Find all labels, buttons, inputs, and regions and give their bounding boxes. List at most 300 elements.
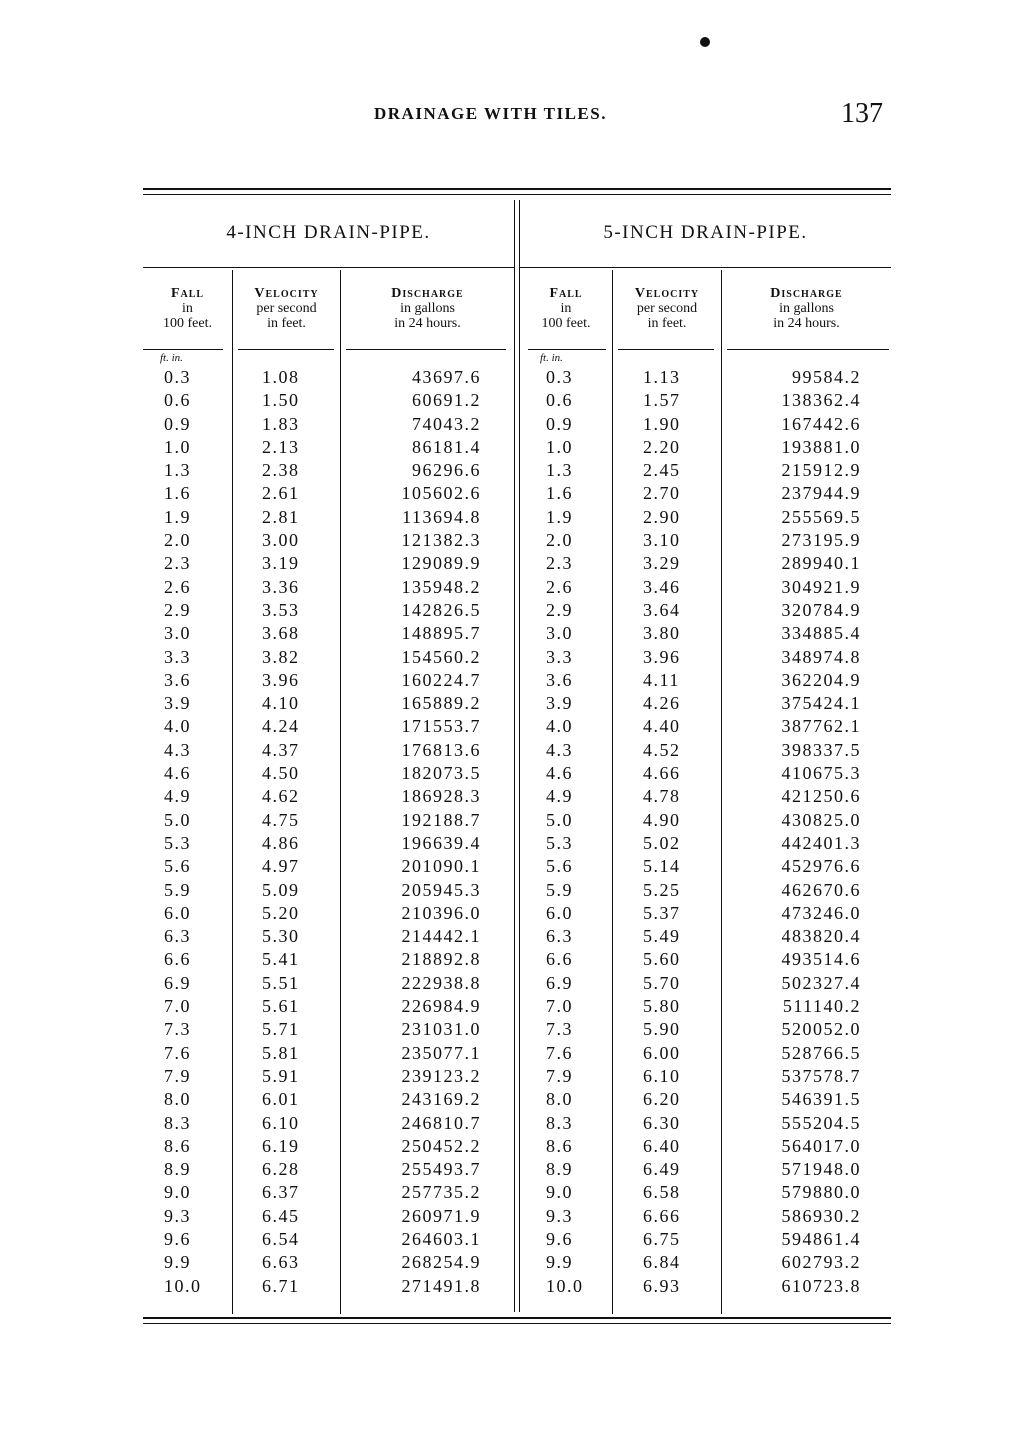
cell-fall-5in: 10.0 (546, 1275, 584, 1296)
cell-velocity-4in: 4.97 (262, 856, 300, 877)
cell-fall-5in: 1.0 (546, 436, 573, 457)
cell-fall-4in: 1.3 (164, 460, 191, 481)
table-row (0, 716, 1029, 739)
cell-fall-4in: 5.6 (164, 856, 191, 877)
left-header-fall-l2: in (182, 301, 193, 316)
cell-fall-5in: 9.3 (546, 1205, 573, 1226)
cell-fall-5in: 3.6 (546, 669, 573, 690)
left-header-fall-l1: Fall (170, 286, 205, 301)
cell-discharge-4in: 231031.0 (401, 1019, 481, 1040)
left-header-fall (143, 286, 232, 331)
cell-fall-4in: 2.9 (164, 599, 191, 620)
cell-velocity-4in: 4.62 (262, 786, 300, 807)
cell-discharge-5in: 362204.9 (781, 669, 861, 690)
cell-fall-5in: 8.3 (546, 1112, 573, 1133)
cell-fall-5in: 9.9 (546, 1252, 573, 1273)
cell-velocity-5in: 5.37 (643, 902, 681, 923)
cell-velocity-5in: 6.40 (643, 1135, 681, 1156)
table-row (0, 390, 1029, 413)
cell-velocity-4in: 1.83 (262, 413, 300, 434)
cell-discharge-5in: 520052.0 (781, 1019, 861, 1040)
cell-fall-5in: 5.6 (546, 856, 573, 877)
cell-discharge-4in: 201090.1 (401, 856, 481, 877)
right-header-velocity-l1: Velocity (634, 286, 700, 301)
left-header-velocity-l1: Velocity (254, 286, 319, 301)
cell-discharge-4in: 43697.6 (412, 367, 481, 387)
cell-discharge-4in: 192188.7 (401, 809, 481, 830)
cell-velocity-5in: 6.75 (643, 1228, 681, 1249)
cell-fall-4in: 1.6 (164, 483, 191, 504)
cell-fall-4in: 1.0 (164, 436, 191, 457)
table-row (0, 1159, 1029, 1182)
cell-velocity-5in: 2.90 (643, 506, 681, 527)
left-header-velocity-l2: per second (256, 301, 317, 316)
cell-velocity-4in: 6.28 (262, 1159, 300, 1180)
cell-discharge-4in: 210396.0 (401, 902, 481, 923)
right-velocity-rule (618, 349, 714, 350)
table-row (0, 880, 1029, 903)
cell-discharge-4in: 96296.6 (412, 460, 481, 481)
cell-fall-4in: 10.0 (164, 1275, 202, 1296)
cell-fall-5in: 8.6 (546, 1135, 573, 1156)
cell-fall-4in: 6.6 (164, 949, 191, 970)
right-fall-rule (528, 349, 606, 350)
cell-discharge-5in: 502327.4 (781, 972, 861, 993)
cell-fall-4in: 3.3 (164, 646, 191, 667)
cell-fall-4in: 8.9 (164, 1159, 191, 1180)
cell-velocity-5in: 1.57 (643, 390, 681, 411)
cell-fall-4in: 7.3 (164, 1019, 191, 1040)
cell-fall-4in: 5.9 (164, 879, 191, 900)
left-header-velocity (233, 286, 340, 331)
cell-discharge-4in: 182073.5 (401, 763, 481, 784)
left-header-discharge-l1: Discharge (391, 286, 464, 301)
cell-fall-5in: 3.0 (546, 623, 573, 644)
cell-velocity-5in: 3.64 (643, 599, 681, 620)
cell-fall-4in: 6.0 (164, 902, 191, 923)
bottom-rule-thin (143, 1323, 891, 1324)
table-row (0, 763, 1029, 786)
table-row (0, 693, 1029, 716)
cell-velocity-4in: 6.71 (262, 1275, 300, 1296)
table-row (0, 740, 1029, 763)
cell-discharge-5in: 410675.3 (781, 763, 861, 784)
cell-discharge-4in: 205945.3 (401, 879, 481, 900)
cell-velocity-5in: 5.60 (643, 949, 681, 970)
table-row (0, 1066, 1029, 1089)
table-row (0, 926, 1029, 949)
left-velocity-rule (238, 349, 334, 350)
cell-fall-4in: 3.0 (164, 623, 191, 644)
cell-fall-5in: 6.3 (546, 926, 573, 947)
cell-fall-4in: 8.3 (164, 1112, 191, 1133)
cell-velocity-5in: 5.02 (643, 832, 681, 853)
cell-velocity-4in: 2.81 (262, 506, 300, 527)
cell-velocity-4in: 6.37 (262, 1182, 300, 1203)
cell-discharge-4in: 226984.9 (401, 996, 481, 1017)
cell-velocity-4in: 3.53 (262, 599, 300, 620)
cell-velocity-5in: 6.84 (643, 1252, 681, 1273)
cell-discharge-4in: 142826.5 (401, 599, 481, 620)
cell-discharge-4in: 235077.1 (401, 1042, 481, 1063)
left-header-velocity-l3: in feet. (267, 316, 306, 331)
cell-discharge-5in: 348974.8 (781, 646, 861, 667)
cell-velocity-4in: 5.81 (262, 1042, 300, 1063)
table-row (0, 1182, 1029, 1205)
cell-velocity-5in: 6.20 (643, 1089, 681, 1110)
cell-discharge-5in: 430825.0 (781, 809, 861, 830)
cell-discharge-5in: 421250.6 (781, 786, 861, 807)
cell-discharge-5in: 452976.6 (781, 856, 861, 877)
cell-velocity-4in: 4.37 (262, 739, 300, 760)
cell-velocity-4in: 5.61 (262, 996, 300, 1017)
table-row (0, 949, 1029, 972)
cell-discharge-5in: 237944.9 (781, 483, 861, 504)
cell-fall-4in: 9.9 (164, 1252, 191, 1273)
cell-velocity-4in: 5.91 (262, 1065, 300, 1086)
cell-fall-5in: 7.3 (546, 1019, 573, 1040)
cell-velocity-4in: 5.20 (262, 902, 300, 923)
cell-discharge-4in: 214442.1 (401, 926, 481, 947)
cell-velocity-5in: 6.10 (643, 1065, 681, 1086)
cell-velocity-5in: 5.25 (643, 879, 681, 900)
left-header-discharge-l2: in gallons (400, 301, 455, 316)
cell-fall-5in: 2.6 (546, 576, 573, 597)
cell-fall-5in: 4.6 (546, 763, 573, 784)
table-row (0, 810, 1029, 833)
cell-velocity-5in: 2.70 (643, 483, 681, 504)
cell-fall-4in: 4.3 (164, 739, 191, 760)
cell-velocity-4in: 3.19 (262, 553, 300, 574)
cell-velocity-5in: 3.29 (643, 553, 681, 574)
right-title-rule (520, 267, 891, 268)
cell-velocity-4in: 5.71 (262, 1019, 300, 1040)
table-row (0, 903, 1029, 926)
cell-discharge-5in: 289940.1 (781, 553, 861, 574)
table-row (0, 786, 1029, 809)
cell-discharge-4in: 86181.4 (412, 436, 481, 457)
cell-velocity-5in: 2.20 (643, 436, 681, 457)
right-header-velocity-l2: per second (636, 301, 698, 316)
table-row (0, 856, 1029, 879)
cell-velocity-5in: 6.00 (643, 1042, 681, 1063)
table-row (0, 530, 1029, 553)
cell-fall-5in: 6.6 (546, 949, 573, 970)
cell-fall-5in: 4.0 (546, 716, 573, 737)
cell-velocity-4in: 5.09 (262, 879, 300, 900)
cell-velocity-5in: 5.14 (643, 856, 681, 877)
table-row (0, 973, 1029, 996)
cell-velocity-4in: 4.50 (262, 763, 300, 784)
left-panel-title: 4-INCH DRAIN-PIPE. (226, 222, 431, 243)
cell-velocity-4in: 2.61 (262, 483, 300, 504)
cell-velocity-4in: 4.24 (262, 716, 300, 737)
right-panel-title: 5-INCH DRAIN-PIPE. (603, 222, 808, 243)
left-fall-rule (143, 349, 223, 350)
cell-discharge-4in: 243169.2 (401, 1089, 481, 1110)
cell-discharge-4in: 246810.7 (401, 1112, 481, 1133)
cell-fall-5in: 1.3 (546, 460, 573, 481)
cell-velocity-5in: 3.80 (643, 623, 681, 644)
cell-velocity-4in: 6.10 (262, 1112, 300, 1133)
cell-velocity-4in: 1.50 (262, 390, 300, 411)
cell-discharge-5in: 602793.2 (781, 1252, 861, 1273)
cell-discharge-5in: 537578.7 (781, 1065, 861, 1086)
cell-velocity-4in: 3.68 (262, 623, 300, 644)
cell-discharge-5in: 193881.0 (781, 436, 861, 457)
table-row (0, 460, 1029, 483)
cell-fall-5in: 4.9 (546, 786, 573, 807)
top-rule (143, 188, 891, 190)
cell-fall-4in: 4.0 (164, 716, 191, 737)
cell-discharge-5in: 594861.4 (781, 1228, 861, 1249)
right-header-fall-l2: in (560, 301, 572, 316)
cell-velocity-5in: 6.93 (643, 1275, 681, 1296)
table-row (0, 437, 1029, 460)
cell-discharge-5in: 579880.0 (781, 1182, 861, 1203)
cell-fall-4in: 6.9 (164, 972, 191, 993)
cell-discharge-4in: 268254.9 (401, 1252, 481, 1273)
cell-fall-5in: 6.0 (546, 902, 573, 923)
cell-fall-4in: 7.6 (164, 1042, 191, 1063)
cell-velocity-5in: 4.26 (643, 693, 681, 714)
cell-fall-4in: 2.6 (164, 576, 191, 597)
table-row (0, 1252, 1029, 1275)
cell-discharge-4in: 154560.2 (401, 646, 481, 667)
cell-fall-4in: 4.9 (164, 786, 191, 807)
table-row (0, 1276, 1029, 1299)
cell-discharge-5in: 586930.2 (781, 1205, 861, 1226)
cell-discharge-4in: 257735.2 (401, 1182, 481, 1203)
running-header (0, 100, 1029, 130)
table-row (0, 623, 1029, 646)
cell-velocity-4in: 2.38 (262, 460, 300, 481)
cell-velocity-5in: 3.10 (643, 530, 681, 551)
table-row (0, 600, 1029, 623)
cell-velocity-5in: 5.49 (643, 926, 681, 947)
left-header-discharge-l3: in 24 hours. (394, 316, 461, 331)
cell-velocity-5in: 3.46 (643, 576, 681, 597)
cell-discharge-4in: 60691.2 (412, 390, 481, 411)
cell-fall-4in: 9.6 (164, 1228, 191, 1249)
cell-discharge-4in: 271491.8 (401, 1275, 481, 1296)
page-mark-dot (700, 37, 710, 47)
left-header-fall-l3: 100 feet. (163, 316, 212, 331)
cell-fall-5in: 3.3 (546, 646, 573, 667)
cell-fall-5in: 7.0 (546, 996, 573, 1017)
cell-fall-4in: 3.6 (164, 669, 191, 690)
cell-discharge-5in: 215912.9 (781, 460, 861, 481)
cell-discharge-4in: 74043.2 (412, 413, 481, 434)
running-title: DRAINAGE WITH TILES. (374, 104, 607, 123)
table-row (0, 996, 1029, 1019)
cell-discharge-5in: 555204.5 (781, 1112, 861, 1133)
cell-discharge-4in: 264603.1 (401, 1228, 481, 1249)
left-title-rule (143, 267, 514, 268)
cell-discharge-4in: 186928.3 (401, 786, 481, 807)
cell-fall-5in: 9.6 (546, 1228, 573, 1249)
cell-discharge-4in: 171553.7 (401, 716, 481, 737)
table-row (0, 507, 1029, 530)
cell-discharge-5in: 493514.6 (781, 949, 861, 970)
right-header-discharge-l1: Discharge (770, 286, 843, 301)
cell-velocity-4in: 6.45 (262, 1205, 300, 1226)
cell-fall-4in: 2.0 (164, 530, 191, 551)
cell-discharge-5in: 511140.2 (782, 996, 861, 1017)
table-row (0, 1089, 1029, 1112)
cell-discharge-5in: 462670.6 (781, 879, 861, 900)
cell-discharge-5in: 571948.0 (781, 1159, 861, 1180)
left-unit-label: ft. in. (160, 352, 183, 364)
cell-discharge-4in: 239123.2 (401, 1065, 481, 1086)
table-row (0, 647, 1029, 670)
cell-discharge-5in: 334885.4 (781, 623, 861, 644)
cell-discharge-5in: 528766.5 (781, 1042, 861, 1063)
cell-fall-5in: 8.0 (546, 1089, 573, 1110)
cell-velocity-5in: 4.52 (643, 739, 681, 760)
cell-fall-5in: 5.9 (546, 879, 573, 900)
cell-velocity-4in: 4.10 (262, 693, 300, 714)
cell-discharge-5in: 546391.5 (781, 1089, 861, 1110)
cell-velocity-4in: 3.82 (262, 646, 300, 667)
left-header-discharge (341, 286, 514, 331)
cell-discharge-5in: 138362.4 (781, 390, 861, 411)
table-row (0, 1043, 1029, 1066)
cell-fall-5in: 0.3 (546, 367, 573, 387)
cell-discharge-4in: 129089.9 (401, 553, 481, 574)
top-rule-thin (143, 194, 891, 195)
cell-velocity-5in: 6.30 (643, 1112, 681, 1133)
right-unit-label: ft. in. (540, 352, 563, 364)
cell-fall-4in: 6.3 (164, 926, 191, 947)
cell-discharge-5in: 304921.9 (781, 576, 861, 597)
drain-pipe-table-body (0, 367, 1029, 1299)
cell-velocity-4in: 4.86 (262, 832, 300, 853)
cell-velocity-4in: 6.19 (262, 1135, 300, 1156)
cell-velocity-4in: 6.01 (262, 1089, 300, 1110)
cell-velocity-5in: 5.80 (643, 996, 681, 1017)
table-row (0, 414, 1029, 437)
cell-fall-4in: 5.0 (164, 809, 191, 830)
cell-velocity-4in: 3.00 (262, 530, 300, 551)
cell-discharge-5in: 387762.1 (781, 716, 861, 737)
cell-discharge-5in: 255569.5 (781, 506, 861, 527)
cell-fall-5in: 4.3 (546, 739, 573, 760)
cell-discharge-4in: 121382.3 (401, 530, 481, 551)
cell-velocity-5in: 5.90 (643, 1019, 681, 1040)
cell-velocity-5in: 5.70 (643, 972, 681, 993)
right-header-fall (520, 286, 612, 331)
cell-velocity-5in: 1.90 (643, 413, 681, 434)
cell-velocity-5in: 4.90 (643, 809, 681, 830)
cell-discharge-5in: 483820.4 (781, 926, 861, 947)
cell-fall-5in: 7.6 (546, 1042, 573, 1063)
cell-fall-4in: 5.3 (164, 832, 191, 853)
cell-velocity-4in: 3.36 (262, 576, 300, 597)
table-row (0, 670, 1029, 693)
cell-fall-5in: 2.0 (546, 530, 573, 551)
cell-fall-5in: 2.3 (546, 553, 573, 574)
cell-velocity-5in: 6.58 (643, 1182, 681, 1203)
cell-fall-5in: 9.0 (546, 1182, 573, 1203)
cell-velocity-4in: 6.63 (262, 1252, 300, 1273)
cell-fall-4in: 1.9 (164, 506, 191, 527)
right-discharge-rule (727, 349, 889, 350)
cell-fall-5in: 7.9 (546, 1065, 573, 1086)
cell-discharge-4in: 113694.8 (402, 506, 481, 527)
cell-velocity-4in: 5.30 (262, 926, 300, 947)
cell-fall-4in: 3.9 (164, 693, 191, 714)
table-row (0, 1113, 1029, 1136)
table-row (0, 1019, 1029, 1042)
cell-fall-4in: 7.0 (164, 996, 191, 1017)
cell-fall-4in: 0.9 (164, 413, 191, 434)
cell-fall-5in: 5.0 (546, 809, 573, 830)
table-row (0, 833, 1029, 856)
cell-discharge-5in: 273195.9 (781, 530, 861, 551)
cell-discharge-5in: 564017.0 (781, 1135, 861, 1156)
cell-velocity-4in: 6.54 (262, 1228, 300, 1249)
cell-fall-5in: 0.6 (546, 390, 573, 411)
page-number: 137 (841, 98, 883, 129)
table-row (0, 483, 1029, 506)
cell-velocity-4in: 2.13 (262, 436, 300, 457)
right-header-fall-l3: 100 feet. (541, 316, 591, 331)
cell-velocity-5in: 6.49 (643, 1159, 681, 1180)
cell-fall-4in: 9.3 (164, 1205, 191, 1226)
cell-fall-4in: 4.6 (164, 763, 191, 784)
cell-velocity-5in: 4.66 (643, 763, 681, 784)
cell-discharge-4in: 176813.6 (401, 739, 481, 760)
cell-fall-4in: 2.3 (164, 553, 191, 574)
cell-fall-4in: 8.0 (164, 1089, 191, 1110)
cell-velocity-5in: 1.13 (643, 367, 681, 387)
cell-fall-5in: 8.9 (546, 1159, 573, 1180)
cell-velocity-5in: 3.96 (643, 646, 681, 667)
bottom-rule (143, 1317, 891, 1319)
table-row (0, 367, 1029, 390)
cell-velocity-4in: 5.51 (262, 972, 300, 993)
cell-velocity-4in: 4.75 (262, 809, 300, 830)
right-header-discharge-l2: in gallons (779, 301, 834, 316)
cell-velocity-4in: 3.96 (262, 669, 300, 690)
cell-discharge-4in: 250452.2 (401, 1135, 481, 1156)
cell-fall-4in: 7.9 (164, 1065, 191, 1086)
cell-discharge-4in: 135948.2 (401, 576, 481, 597)
table-row (0, 553, 1029, 576)
cell-discharge-4in: 165889.2 (401, 693, 481, 714)
cell-velocity-4in: 1.08 (262, 367, 300, 387)
cell-fall-5in: 1.9 (546, 506, 573, 527)
cell-fall-4in: 9.0 (164, 1182, 191, 1203)
cell-discharge-4in: 218892.8 (401, 949, 481, 970)
cell-velocity-5in: 4.40 (643, 716, 681, 737)
cell-discharge-5in: 610723.8 (781, 1275, 861, 1296)
right-header-discharge-l3: in 24 hours. (773, 316, 840, 331)
cell-fall-5in: 6.9 (546, 972, 573, 993)
cell-velocity-4in: 5.41 (262, 949, 300, 970)
table-row (0, 1206, 1029, 1229)
table-row (0, 577, 1029, 600)
cell-fall-5in: 3.9 (546, 693, 573, 714)
cell-discharge-4in: 105602.6 (401, 483, 481, 504)
cell-fall-5in: 2.9 (546, 599, 573, 620)
cell-discharge-4in: 222938.8 (401, 972, 481, 993)
cell-fall-4in: 0.3 (164, 367, 191, 387)
cell-fall-4in: 0.6 (164, 390, 191, 411)
table-row (0, 1136, 1029, 1159)
cell-discharge-4in: 160224.7 (401, 669, 481, 690)
